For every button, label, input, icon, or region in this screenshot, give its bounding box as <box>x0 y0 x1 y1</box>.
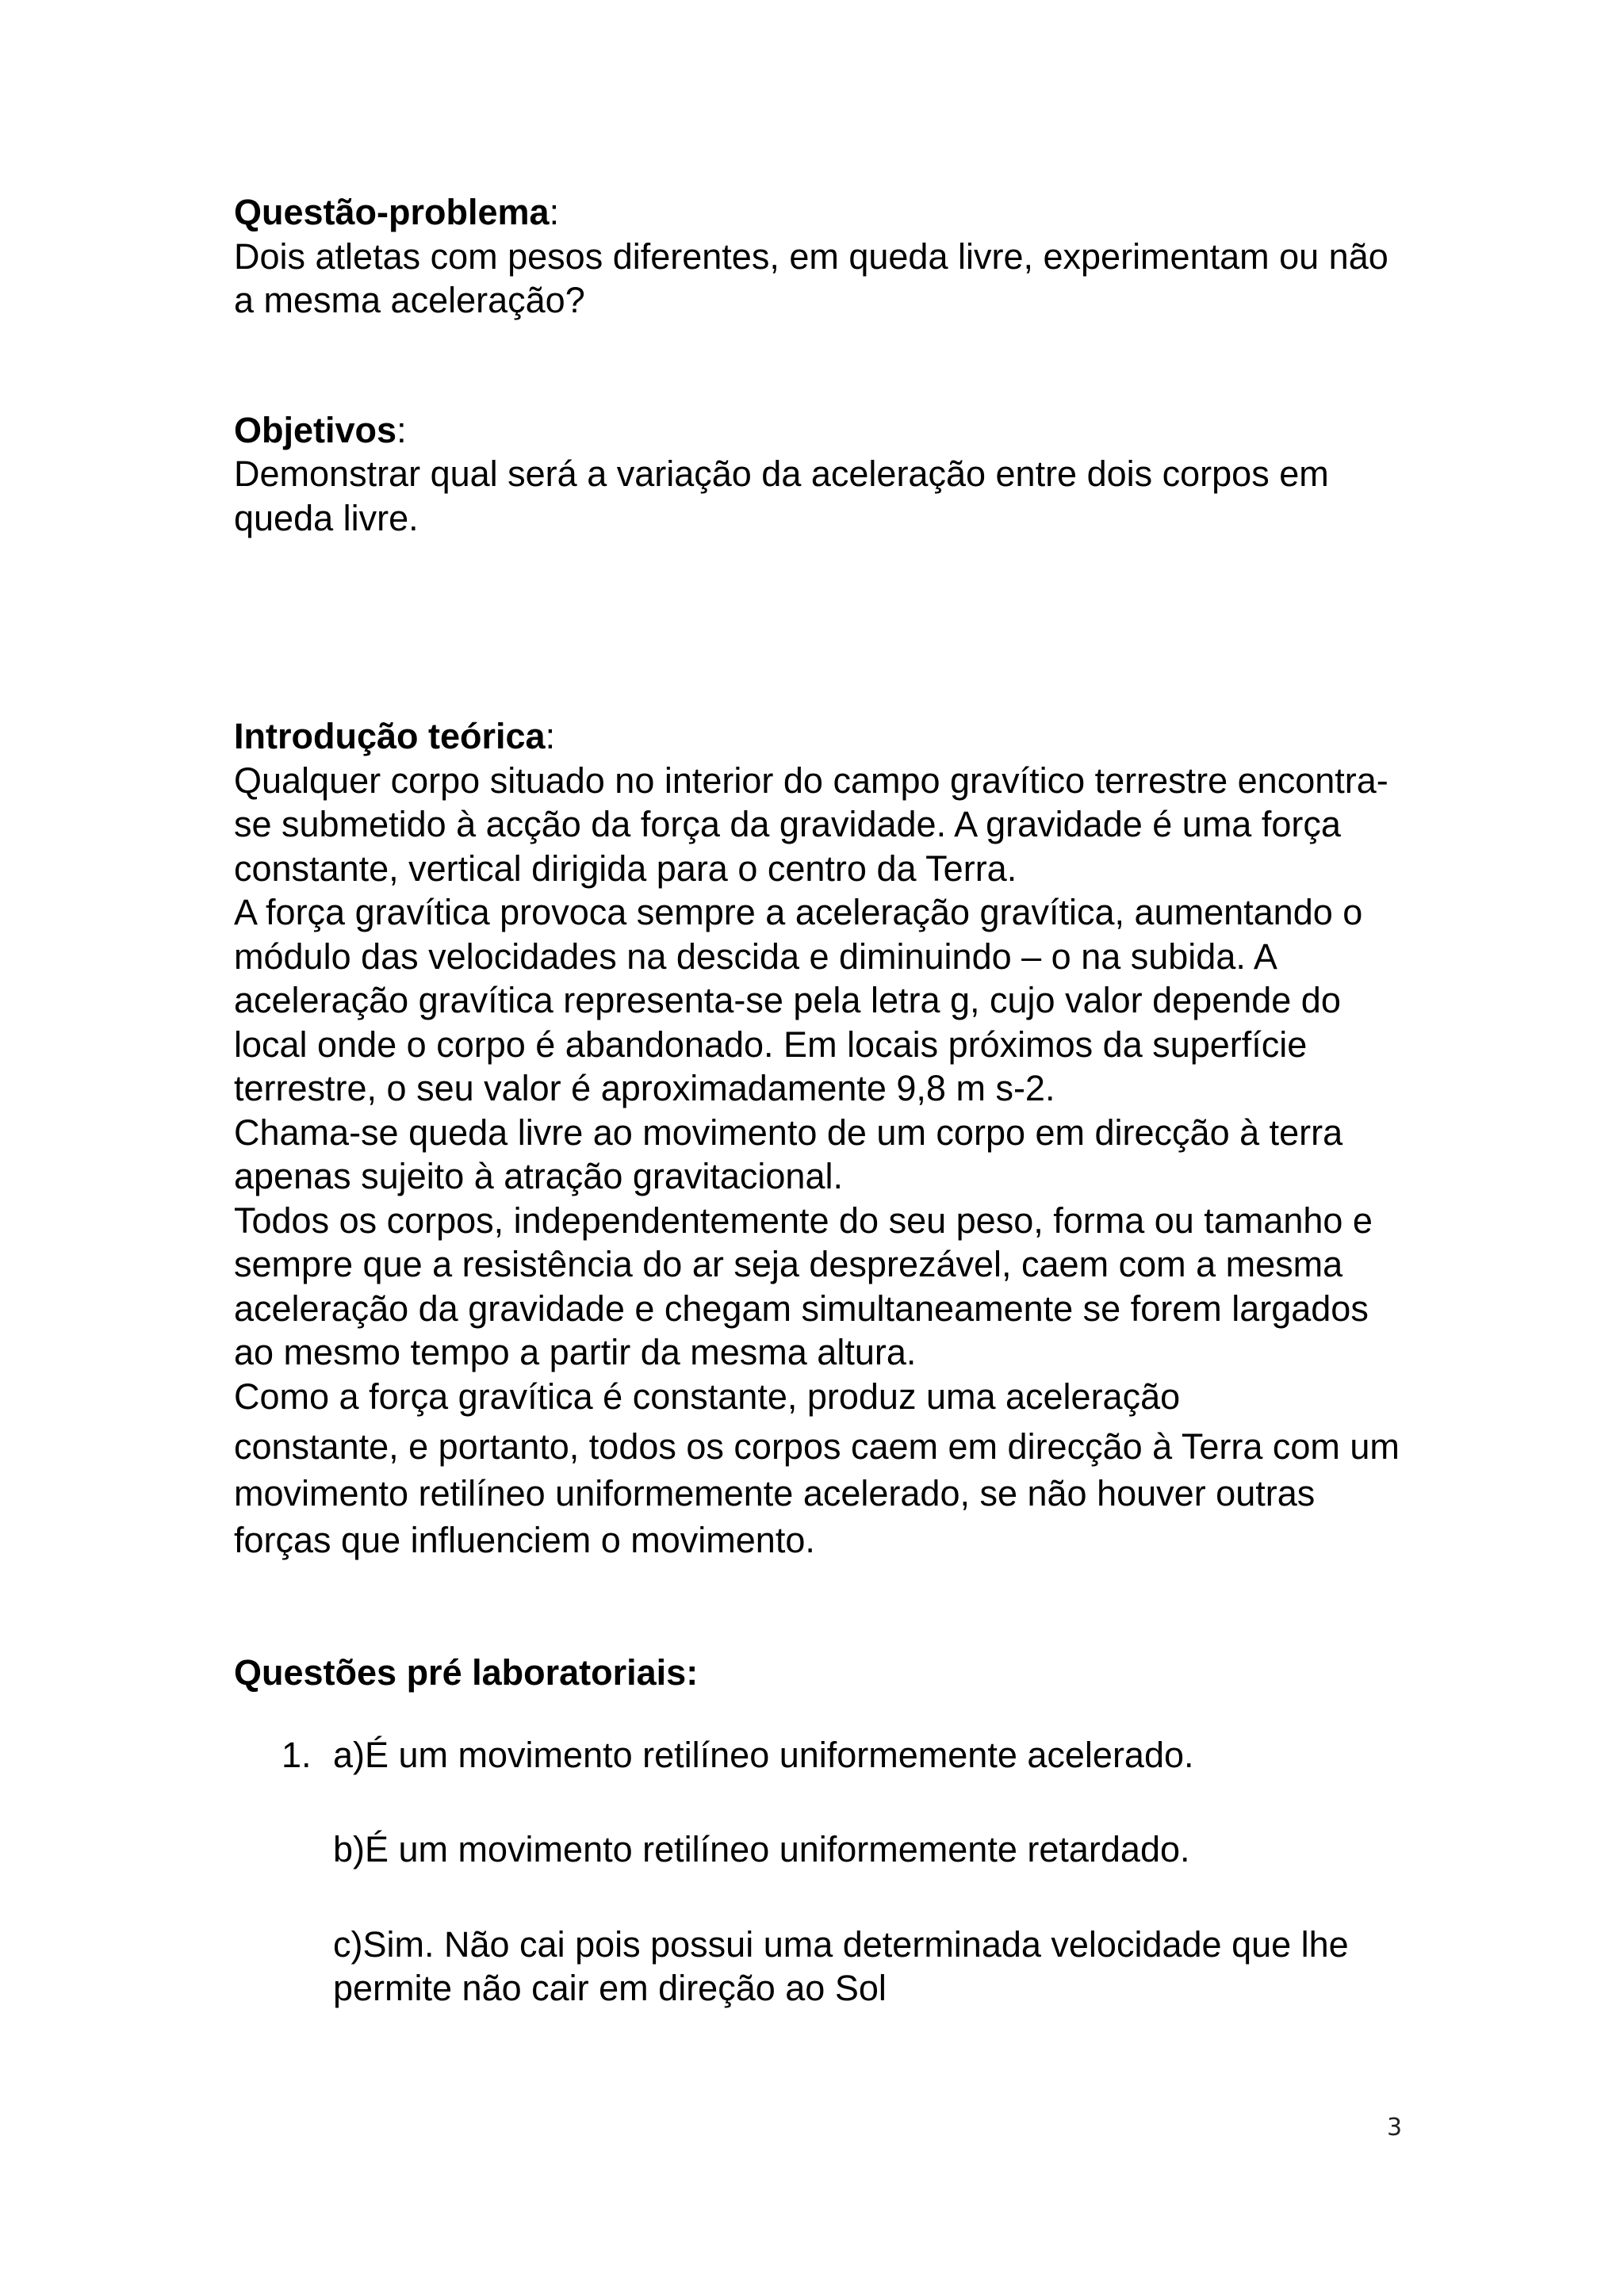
numbered-list <box>234 1733 1408 2011</box>
intro-paragraph: A força gravítica provoca sempre a aceleração gravítica, aumentando o módulo das velocidades na descida e diminuindo – o na subida. A aceleração gravítica representa-se pela letra g, cujo valor depende do local onde o corpo é abandonado. Em locais próximos da superfície terrestre, o seu valor é aproximadamente 9,8 m s-2. <box>234 892 1363 1108</box>
heading-text: Questão-problema <box>234 192 550 232</box>
section-heading <box>234 714 1408 759</box>
section-heading: Questões pré laboratoriais: <box>234 1652 699 1693</box>
intro-paragraph: Todos os corpos, independentemente do seu peso, forma ou tamanho e sempre que a resistência do ar seja desprezável, caem com a mesma aceleração da gravidade e chegam simultaneamente se forem largados ao mesmo tempo a partir da mesma altura. <box>234 1200 1373 1372</box>
heading-colon: : <box>396 409 407 450</box>
list-number: 1. <box>282 1734 312 1775</box>
list-item: c)Sim. Não cai pois possui uma determinada velocidade que lhe permite não cair em direção ao Sol <box>333 1923 1349 2008</box>
list-item: b)É um movimento retilíneo uniformemente retardado. <box>333 1829 1190 1869</box>
heading-text: Introdução teórica <box>234 716 546 756</box>
section-questoes-pre-laboratoriais <box>234 1651 1408 2011</box>
intro-paragraph: Qualquer corpo situado no interior do campo gravítico terrestre encontra-se submetido à acção da força da gravidade. A gravidade é uma força constante, vertical dirigida para o centro da Terra. <box>234 760 1388 889</box>
section-questao-problema <box>234 190 1408 323</box>
intro-paragraph: Chama-se queda livre ao movimento de um corpo em direcção à terra apenas sujeito à atração gravitacional. <box>234 1112 1343 1196</box>
intro-paragraph-continuation: constante, e portanto, todos os corpos caem em direcção à Terra com um movimento retilíneo uniformemente acelerado, se não houver outras forças que influenciem o movimento. <box>234 1426 1400 1560</box>
heading-colon: : <box>545 716 556 756</box>
heading-colon: : <box>549 192 560 232</box>
section-text: Demonstrar qual será a variação da aceleração entre dois corpos em queda livre. <box>234 453 1329 538</box>
page-number: 3 <box>1387 2114 1403 2141</box>
section-heading <box>234 408 1408 453</box>
section-text: Dois atletas com pesos diferentes, em queda livre, experimentam ou não a mesma aceleração? <box>234 235 1388 320</box>
section-introducao-teorica <box>234 714 1408 1563</box>
page-content <box>234 190 1408 2011</box>
intro-paragraph: Como a força gravítica é constante, produz uma aceleração <box>234 1376 1181 1417</box>
heading-text: Objetivos <box>234 409 397 450</box>
list-item: a)É um movimento retilíneo uniformemente acelerado. <box>333 1734 1194 1775</box>
section-objetivos <box>234 408 1408 541</box>
section-heading <box>234 190 1408 235</box>
